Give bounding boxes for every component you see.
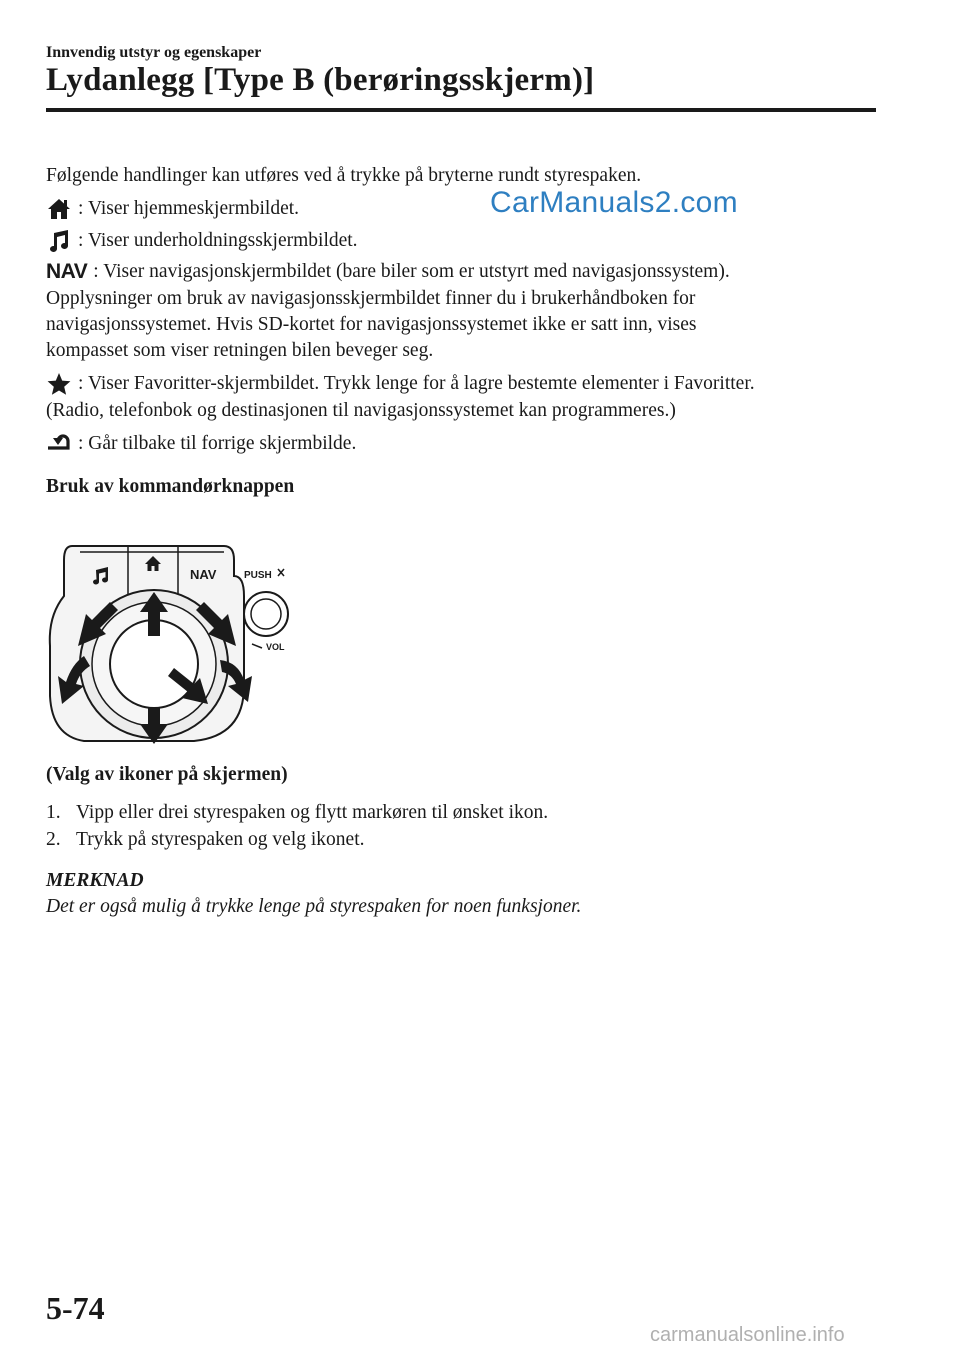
item-nav-text: : Viser navigasjonskjermbildet (bare biler som er utstyrt med navigasjonssystem). xyxy=(93,261,730,282)
item-home-text: : Viser hjemmeskjermbildet. xyxy=(78,198,300,219)
home-icon xyxy=(46,197,72,221)
back-arrow-icon xyxy=(46,432,72,456)
figure-push-label: PUSH xyxy=(244,570,272,581)
page-title: Lydanlegg [Type B (berøringsskjerm)] xyxy=(46,62,595,98)
nav-icon: NAV xyxy=(46,260,88,283)
step-1-text: Vipp eller drei styrespaken og flytt markøren til ønsket ikon. xyxy=(76,802,549,823)
section-label: Innvendig utstyr og egenskaper xyxy=(46,44,262,61)
step-1 xyxy=(46,800,886,826)
music-note-icon xyxy=(46,229,72,253)
step-1-number: 1. xyxy=(46,802,61,823)
figure-nav-label: NAV xyxy=(190,567,217,582)
commander-knob-figure xyxy=(44,536,304,746)
item-back-text: : Går tilbake til forrige skjermbilde. xyxy=(78,433,357,454)
nav-extra-line-1: Opplysninger om bruk av navigasjonsskjermbildet finner du i brukerhåndboken for xyxy=(46,288,696,309)
item-music xyxy=(46,228,886,254)
note-title: MERKNAD xyxy=(46,870,144,891)
nav-extra-line-2: navigasjonssystemet. Hvis SD-kortet for navigasjonssystemet ikke er satt inn, vises xyxy=(46,314,697,335)
item-favorites-text: : Viser Favoritter-skjermbildet. Trykk lenge for å lagre bestemte elementer i Favoritter. xyxy=(78,373,755,394)
figure-vol-label: VOL xyxy=(266,642,285,652)
step-2 xyxy=(46,827,886,853)
star-icon xyxy=(46,372,72,396)
intro-paragraph: Følgende handlinger kan utføres ved å trykke på bryterne rundt styrespaken. xyxy=(46,165,642,186)
subheading: (Valg av ikoner på skjermen) xyxy=(46,764,288,785)
item-home xyxy=(46,196,886,222)
footer-watermark: carmanualsonline.info xyxy=(650,1324,845,1346)
note-text: Det er også mulig å trykke lenge på styrespaken for noen funksjoner. xyxy=(46,896,582,917)
item-music-text: : Viser underholdningsskjermbildet. xyxy=(78,230,358,251)
item-back xyxy=(46,431,886,457)
page-number: 5-74 xyxy=(46,1290,105,1326)
watermark-top: CarManuals2.com xyxy=(490,186,738,219)
nav-extra-line-3: kompasset som viser retningen bilen beveger seg. xyxy=(46,340,434,361)
title-divider xyxy=(46,108,876,112)
item-favorites xyxy=(46,371,886,397)
step-2-number: 2. xyxy=(46,829,61,850)
commander-heading: Bruk av kommandørknappen xyxy=(46,476,295,497)
item-nav xyxy=(46,259,886,285)
step-2-text: Trykk på styrespaken og velg ikonet. xyxy=(76,829,365,850)
favorites-extra: (Radio, telefonbok og destinasjonen til navigasjonssystemet kan programmeres.) xyxy=(46,400,676,421)
